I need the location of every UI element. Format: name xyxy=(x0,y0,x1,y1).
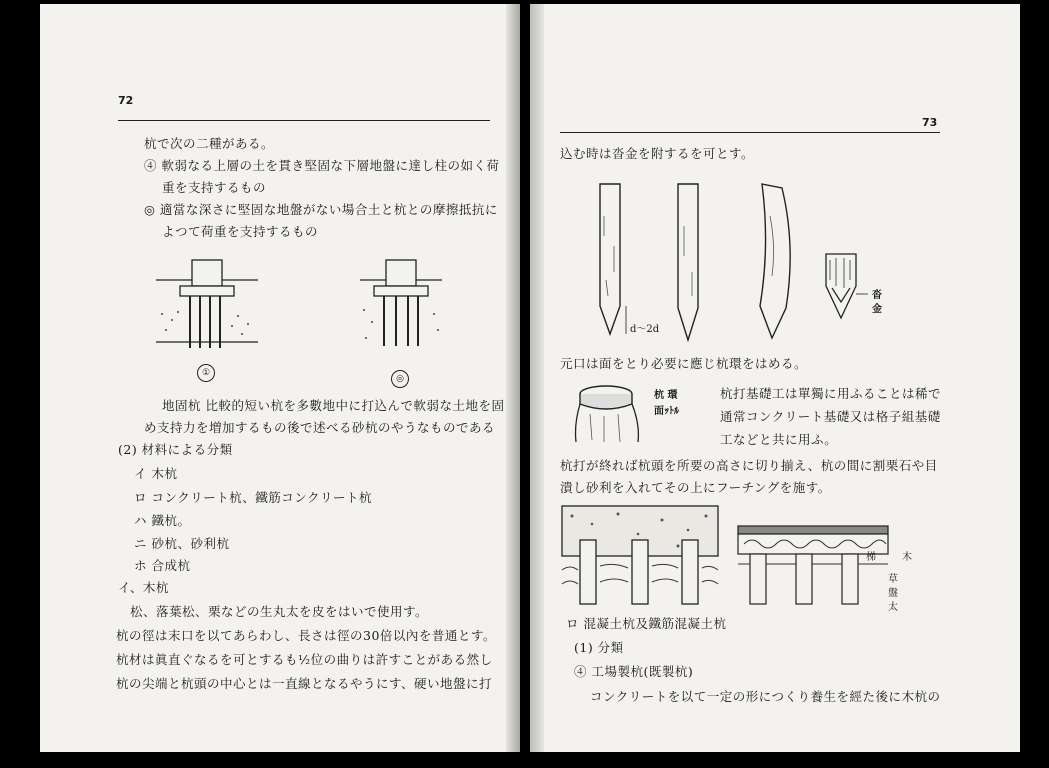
text-line: 潰し砂利を入れてその上にフーチングを施す。 xyxy=(560,480,831,495)
left-gutter-shadow xyxy=(506,4,520,752)
text-line: め支持力を増加するもの後で述べる砂杭のやうなものである xyxy=(144,420,496,435)
text-line: (1) 分類 xyxy=(574,640,624,655)
page-number-right: 73 xyxy=(922,116,938,129)
text-line: ホ 合成杭 xyxy=(134,558,191,573)
text-line: 杭打基礎工は單獨に用ふることは稀で xyxy=(720,386,942,401)
text-line: 杭材は眞直ぐなるを可とするも½位の曲りは許すことがある然し xyxy=(116,652,493,667)
concrete-footing-figure xyxy=(558,504,728,608)
text-line: 重を支持するもの xyxy=(162,180,267,195)
grillage-label: 梯 xyxy=(866,552,876,563)
text-line: 工などと共に用ふ。 xyxy=(720,432,838,447)
text-line: ロ コンクリート杭、鐵筋コンクリート杭 xyxy=(134,490,372,505)
timber-grillage-figure xyxy=(734,520,894,610)
text-line: 杭の徑は末口を以てあらわし、長さは徑の30倍以內を普通とす。 xyxy=(116,628,496,643)
friction-pile-figure xyxy=(356,256,446,356)
grillage-label: 太 xyxy=(888,602,898,613)
chamfer-label: 面ｯﾄﾙ xyxy=(654,406,679,417)
text-line: ④ 軟弱なる上層の土を貫き堅固な下層地盤に達し柱の如く荷 xyxy=(144,158,500,173)
text-line: 元口は面をとり必要に應じ杭環をはめる。 xyxy=(560,356,808,371)
text-line: 込む時は沓金を附するを可とす。 xyxy=(560,146,755,161)
text-line: 松、落葉松、栗などの生丸太を皮をはいで使用す。 xyxy=(130,604,429,619)
text-line: イ、木杭 xyxy=(118,580,169,595)
text-line: イ 木杭 xyxy=(134,466,178,481)
text-line: ロ 混凝土杭及鐵筋混凝土杭 xyxy=(566,616,727,631)
text-line: 杭打が終れば杭頭を所要の高さに切り揃え、杭の間に割栗石や目 xyxy=(560,458,938,473)
figure-label-2: ◎ xyxy=(391,370,409,388)
figure-label-1: ① xyxy=(197,364,215,382)
header-rule-left xyxy=(118,120,490,121)
text-line: コンクリートを以て一定の形につくり養生を經た後に木杭の xyxy=(590,689,941,704)
right-gutter-shadow xyxy=(530,4,544,752)
left-page xyxy=(40,4,520,752)
text-line: 杭の尖端と杭頭の中心とは一直線となるやうにす、硬い地盤に打 xyxy=(116,676,493,691)
pile-ring-figure xyxy=(570,380,650,444)
text-line: ④ 工場製杭(既製杭) xyxy=(574,664,694,679)
ring-label: 杭 環 xyxy=(654,390,678,401)
page-number-left: 72 xyxy=(118,94,134,107)
text-line: よつて荷重を支持するもの xyxy=(162,224,319,239)
shoe-label-1: 沓 xyxy=(872,290,882,301)
shoe-label-2: 金 xyxy=(872,304,882,315)
right-page xyxy=(530,4,1020,752)
dimension-label: d～2d xyxy=(630,324,660,335)
text-line: 地固杭 比較的短い杭を多數地中に打込んで軟弱な土地を固 xyxy=(162,398,505,413)
grillage-label: 草 xyxy=(888,574,898,585)
header-rule-right xyxy=(560,132,940,133)
grillage-label: 盤 xyxy=(888,588,898,599)
text-line: ハ 鐵杭。 xyxy=(134,513,191,528)
grillage-label: 木 xyxy=(902,552,912,563)
text-line: (2) 材料による分類 xyxy=(118,442,233,457)
bearing-pile-figure xyxy=(152,256,262,356)
text-line: ニ 砂杭、砂利杭 xyxy=(134,536,230,551)
text-line: ◎ 適當な深さに堅固な地盤がない場合土と杭との摩擦抵抗に xyxy=(144,202,498,217)
text-line: 杭で次の二種がある。 xyxy=(144,136,275,151)
text-line: 通常コンクリート基礎又は格子組基礎 xyxy=(720,409,941,424)
